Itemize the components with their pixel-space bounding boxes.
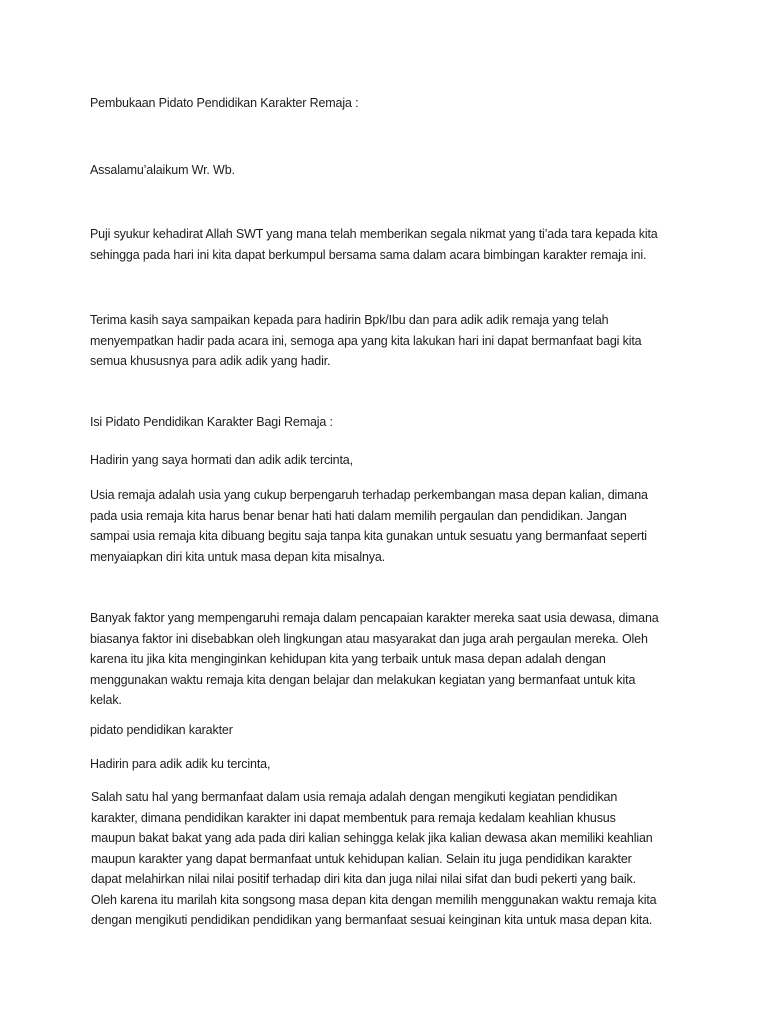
text-line: pidato pendidikan karakter [90,723,233,737]
text-line: Terima kasih saya sampaikan kepada para hadirin Bpk/Ibu dan para adik adik remaja yang telah [90,313,609,327]
content-heading [90,412,690,433]
keyword-line [90,720,690,741]
text-line: kelak. [90,693,122,707]
text-line: maupun karakter yang dapat bermanfaat untuk kehidupan kalian. Selain itu juga pendidikan karakter [91,851,632,866]
greeting [90,160,690,181]
text-line: karena itu jika kita menginginkan kehidupan kita yang terbaik untuk masa depan adalah dengan [90,652,606,666]
text-line: Oleh karena itu marilah kita songsong masa depan kita dengan memilih menggunakan waktu remaja kita [91,892,657,907]
text-line: karakter, dimana pendidikan karakter ini dapat membentuk para remaja kedalam keahlian khusus [91,810,616,825]
text-line: maupun bakat bakat yang ada pada diri kalian sehingga kelak jika kalian dewasa akan memiliki keahlian [91,831,653,845]
paragraph-puji-syukur [90,224,690,265]
text-line: Pembukaan Pidato Pendidikan Karakter Remaja : [90,96,359,110]
text-line: Usia remaja adalah usia yang cukup berpengaruh terhadap perkembangan masa depan kalian, dimana [90,488,648,502]
text-line: Puji syukur kehadirat Allah SWT yang mana telah memberikan segala nikmat yang ti’ada tara kepada kita [90,227,658,241]
text-line: Assalamu’alaikum Wr. Wb. [90,163,235,177]
text-line: pada usia remaja kita harus benar benar hati hati dalam memilih pergaulan dan pendidikan. Jangan [90,508,627,523]
salutation-first [90,450,690,471]
paragraph-terima-kasih [90,310,690,372]
opening-heading [90,93,690,114]
salutation-second [90,754,690,775]
paragraph-banyak-faktor [90,608,690,711]
text-line: menyaiapkan diri kita untuk masa depan kita misalnya. [90,549,385,564]
text-line: Banyak faktor yang mempengaruhi remaja dalam pencapaian karakter mereka saat usia dewasa, dimana [90,611,659,625]
text-line: Hadirin para adik adik ku tercinta, [90,757,271,771]
text-line: dengan mengikuti pendidikan pendidikan yang bermanfaat sesuai keinginan kita untuk masa depan kita. [91,913,653,927]
text-line: sampai usia remaja kita dibuang begitu saja tanpa kita gunakan untuk sesuatu yang bermanfaat seperti [90,529,647,543]
paragraph-salah-satu [91,787,691,931]
paragraph-usia-remaja [90,485,690,567]
text-line: menggunakan waktu remaja kita dengan belajar dan melakukan kegiatan yang bermanfaat untuk kita [90,672,636,687]
text-line: menyempatkan hadir pada acara ini, semoga apa yang kita lakukan hari ini dapat bermanfaat bagi kita [90,333,642,348]
text-line: Salah satu hal yang bermanfaat dalam usia remaja adalah dengan mengikuti kegiatan pendidikan [91,790,618,804]
text-line: sehingga pada hari ini kita dapat berkumpul bersama sama dalam acara bimbingan karakter remaja ini. [90,247,647,262]
text-line: semua khususnya para adik adik yang hadir. [90,354,331,368]
text-line: Hadirin yang saya hormati dan adik adik tercinta, [90,453,353,467]
text-line: dapat melahirkan nilai nilai positif terhadap diri kita dan juga nilai nilai sifat dan budi pekerti yang baik. [91,872,636,886]
text-line: biasanya faktor ini disebabkan oleh lingkungan atau masyarakat dan juga arah pergaulan mereka. Oleh [90,631,648,646]
text-line: Isi Pidato Pendidikan Karakter Bagi Remaja : [90,415,333,429]
